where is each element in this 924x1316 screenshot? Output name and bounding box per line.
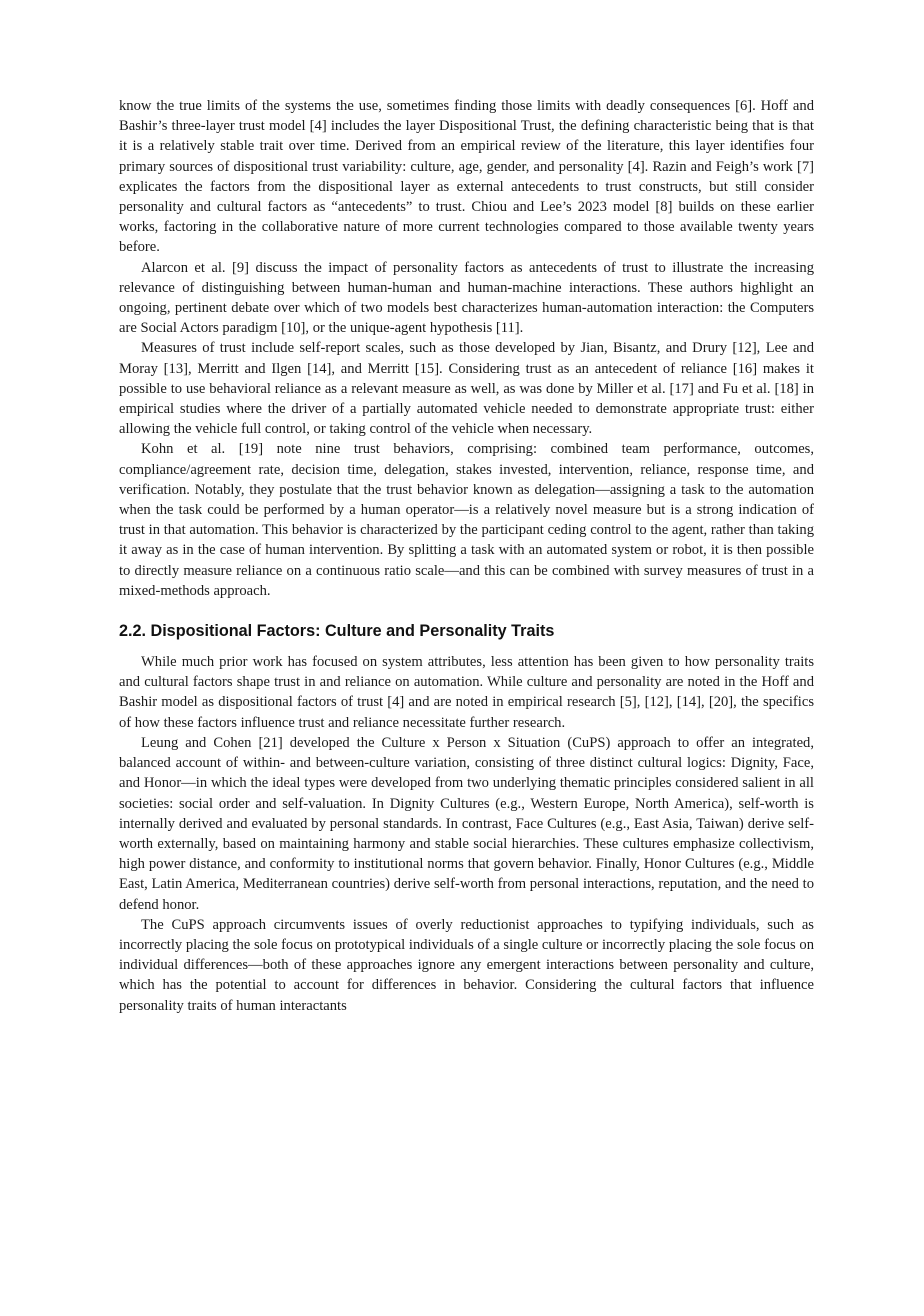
body-paragraph: Leung and Cohen [21] developed the Culture x Person x Situation (CuPS) approach to offer an integrated, balanced account of within- and between-culture variation, consisting of three distinct cultural logics: Dignity, Face, and Honor—in which the ideal types were developed from two underlying thematic principles considered salient in all societies: social order and self-valuation. In Dignity Cultures (e.g., Western Europe, North America), self-worth is internally derived and evaluated by personal standards. In contrast, Face Cultures (e.g., East Asia, Taiwan) derive self-worth externally, based on maintaining harmony and stable social hierarchies. These cultures emphasize collectivism, high power distance, and conformity to institutional norms that govern behavior. Finally, Honor Cultures (e.g., Middle East, Latin America, Mediterranean countries) derive self-worth from personal interactions, reputation, and the need to defend honor. (119, 734, 814, 913)
section-dispositional-factors (119, 621, 814, 1016)
body-paragraph: Alarcon et al. [9] discuss the impact of personality factors as antecedents of trust to illustrate the increasing relevance of distinguishing between human-human and human-machine interactions. These authors highlight an ongoing, pertinent debate over which of two models best characterizes human-automation interaction: the Computers are Social Actors paradigm [10], or the unique-agent hypothesis [11]. (119, 259, 814, 337)
section-trust-measures (119, 96, 814, 601)
body-paragraph: know the true limits of the systems the use, sometimes finding those limits with deadly consequences [6]. Hoff and Bashir’s three-layer trust model [4] includes the layer Dispositional Trust, the defining characteristic being that is that it is a relatively stable trait over time. Derived from an empirical review of the literature, this layer identifies four primary sources of dispositional trust variability: culture, age, gender, and personality [4]. Razin and Feigh’s work [7] explicates the factors from the dispositional layer as external antecedents to trust constructs, but still consider personality and cultural factors as “antecedents” to trust. Chiou and Lee’s 2023 model [8] builds on these earlier works, factoring in the collaborative nature of more current technologies compared to those available twenty years before. (119, 98, 814, 256)
body-paragraph: The CuPS approach circumvents issues of overly reductionist approaches to typifying individuals, such as incorrectly placing the sole focus on prototypical individuals of a single culture or incorrectly placing the sole focus on individual differences—both of these approaches ignore any emergent interactions between personality and culture, which has the potential to account for differences in behavior. Considering the cultural factors that influence personality traits of human interactants (119, 916, 814, 1014)
section-heading: 2.2. Dispositional Factors: Culture and Personality Traits (119, 622, 555, 641)
body-paragraph: Measures of trust include self-report scales, such as those developed by Jian, Bisantz, and Drury [12], Lee and Moray [13], Merritt and Ilgen [14], and Merritt [15]. Considering trust as an antecedent of reliance [16] makes it possible to use behavioral reliance as a relevant measure as well, as was done by Miller et al. [17] and Fu et al. [18] in empirical studies where the driver of a partially automated vehicle needed to demonstrate appropriate trust: either allowing the vehicle full control, or taking control of the vehicle when necessary. (119, 340, 814, 438)
body-paragraph: While much prior work has focused on system attributes, less attention has been given to how personality traits and cultural factors shape trust in and reliance on automation. While culture and personality are noted in the Hoff and Bashir model as dispositional factors of trust [4] and are noted in empirical research [5], [12], [14], [20], the specifics of how these factors influence trust and reliance necessitate further research. (119, 654, 814, 731)
body-paragraph: Kohn et al. [19] note nine trust behaviors, comprising: combined team performance, outcomes, compliance/agreement rate, decision time, delegation, stakes invested, intervention, reliance, response time, and verification. Notably, they postulate that the trust behavior known as delegation—assigning a task to the automation when the task could be performed by a human operator—is a relatively novel measure but is a strong indication of trust in that automation. This behavior is characterized by the participant ceding control to the agent, rather than taking it away as in the case of human intervention. By splitting a task with an automated system or robot, it is then possible to directly measure reliance on a continuous ratio scale—and this can be combined with survey measures of trust in a mixed-methods approach. (119, 441, 814, 599)
document-page (119, 96, 814, 1016)
